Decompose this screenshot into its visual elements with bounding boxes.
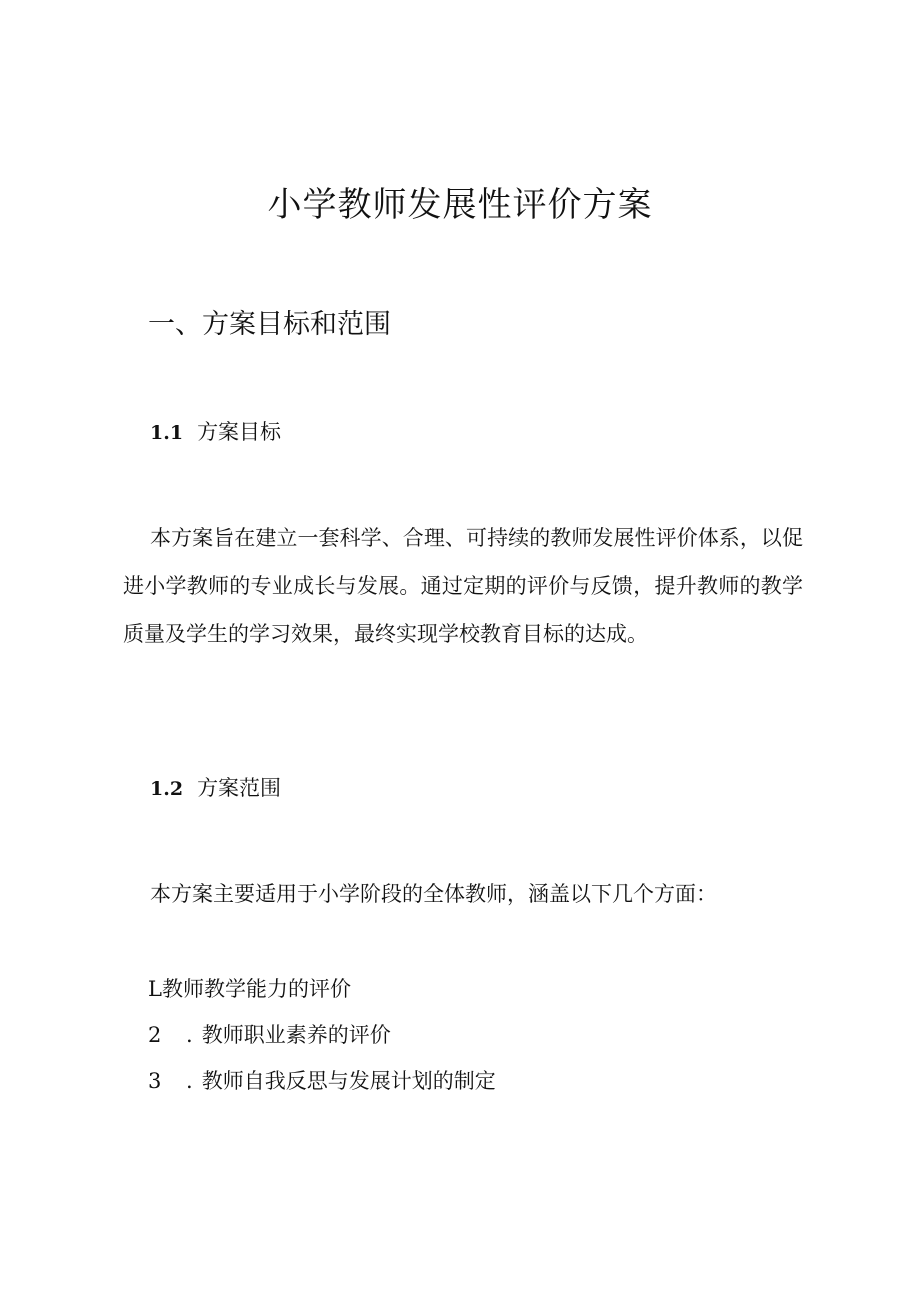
list-item-text: 教师职业素养的评价 xyxy=(201,1023,391,1047)
list-item-marker: 2 . xyxy=(148,1023,202,1047)
subsection-heading-goals xyxy=(150,417,281,448)
list-item xyxy=(148,1012,496,1058)
list-item-marker: 3 . xyxy=(148,1069,202,1093)
subsection-number: 1.1 xyxy=(150,422,184,444)
goals-paragraph: 本方案旨在建立一套科学、合理、可持续的教师发展性评价体系，以促进小学教师的专业成长与发展。通过定期的评价与反馈，提升教师的教学质量及学生的学习效果，最终实现学校教育目标的达成。 xyxy=(123,526,803,646)
subsection-label: 方案范围 xyxy=(197,776,282,800)
list-item-text: 教师教学能力的评价 xyxy=(161,977,351,1001)
subsection-heading-scope xyxy=(150,773,281,804)
section-heading: 一、方案目标和范围 xyxy=(148,309,391,340)
scope-list xyxy=(148,966,496,1104)
list-item-text: 教师自我反思与发展计划的制定 xyxy=(201,1069,496,1093)
list-item xyxy=(148,1058,496,1104)
scope-paragraph: 本方案主要适用于小学阶段的全体教师，涵盖以下几个方面： xyxy=(150,882,717,906)
list-item-marker: L xyxy=(148,977,162,1001)
document-title: 小学教师发展性评价方案 xyxy=(267,185,653,225)
list-item xyxy=(148,966,496,1012)
subsection-number: 1.2 xyxy=(150,778,184,800)
subsection-label: 方案目标 xyxy=(197,420,282,444)
